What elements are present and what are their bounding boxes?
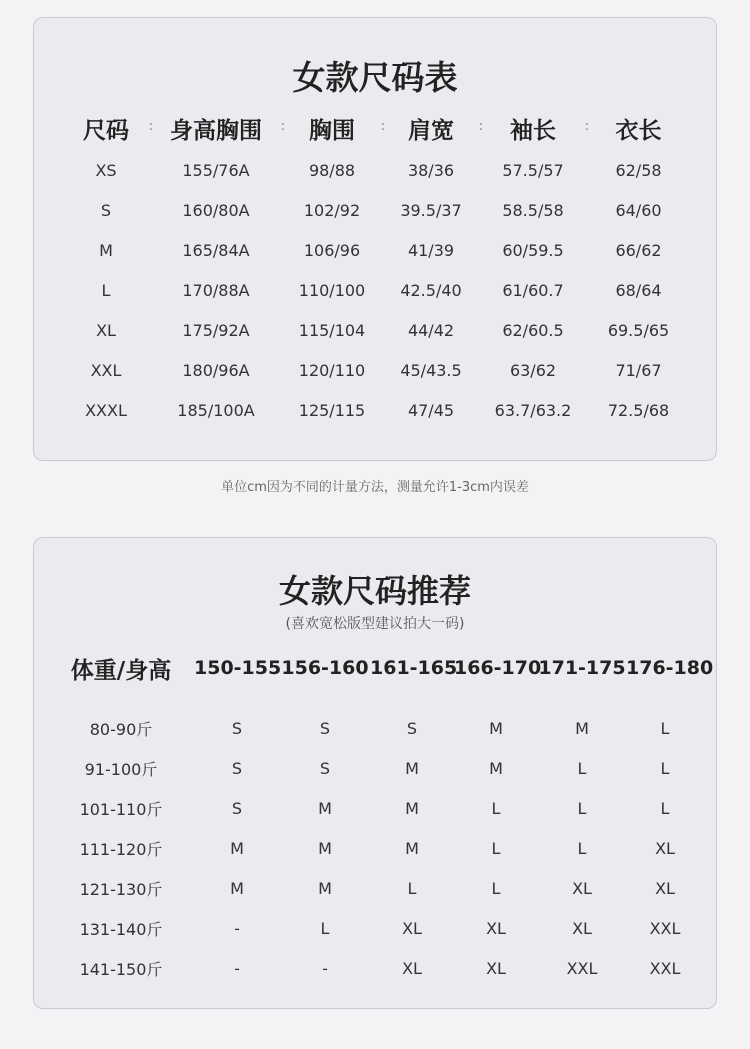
table-cell: XL	[402, 958, 422, 978]
header-shoulder: 肩宽 :	[382, 106, 480, 150]
row-label-cell: S	[100, 200, 112, 220]
table-cell: M	[230, 878, 244, 898]
size-chart-card	[33, 17, 717, 461]
table-cell: 155/76A	[182, 160, 250, 180]
recommendation-header-row	[48, 646, 704, 690]
header-height-range: 171-175	[538, 657, 626, 679]
table-cell: L	[491, 798, 501, 818]
spacer-row	[48, 690, 704, 708]
table-cell: 115/104	[298, 320, 366, 340]
recommendation-table	[48, 646, 714, 988]
table-cell: XL	[402, 918, 422, 938]
table-cell: L	[660, 798, 670, 818]
header-height-range: 156-160	[281, 657, 369, 679]
table-cell: 58.5/58	[502, 200, 564, 220]
table-cell: 175/92A	[182, 320, 250, 340]
table-cell: 71/67	[615, 360, 662, 380]
table-cell: 57.5/57	[502, 160, 564, 180]
row-label-cell: 121-130斤	[79, 879, 163, 899]
header-height-bust: 身高胸围 :	[150, 106, 282, 150]
table-cell: S	[319, 718, 331, 738]
table-cell: 44/42	[407, 320, 455, 340]
table-cell: XL	[572, 918, 592, 938]
table-cell: 38/36	[407, 160, 455, 180]
table-cell: 42.5/40	[400, 280, 462, 300]
table-cell: 160/80A	[182, 200, 250, 220]
recommendation-row	[48, 868, 704, 908]
row-label-cell: 141-150斤	[79, 959, 163, 979]
table-cell: 61/60.7	[502, 280, 564, 300]
table-cell: M	[318, 838, 332, 858]
measurement-note: 单位cm因为不同的计量方法，测量允许1-3cm内误差	[221, 480, 529, 495]
table-cell: 63.7/63.2	[494, 400, 572, 420]
table-cell: S	[231, 758, 243, 778]
table-cell: 68/64	[615, 280, 662, 300]
table-cell: S	[319, 758, 331, 778]
recommendation-subtitle: (喜欢宽松版型建议拍大一码)	[285, 616, 465, 632]
table-cell: S	[406, 718, 418, 738]
table-cell: M	[230, 838, 244, 858]
header-height-range: 161-165	[370, 657, 458, 679]
table-cell: M	[489, 758, 503, 778]
row-label-cell: 91-100斤	[84, 759, 158, 779]
table-cell: 125/115	[298, 400, 366, 420]
size-chart-title: 女款尺码表	[292, 58, 458, 97]
recommendation-body	[48, 690, 704, 988]
table-cell: 62/58	[615, 160, 662, 180]
table-cell: XXL	[566, 958, 598, 978]
row-label-cell: L	[101, 280, 111, 300]
header-height-range: 166-170	[454, 657, 542, 679]
table-cell: M	[405, 758, 419, 778]
table-cell: L	[577, 758, 587, 778]
row-label-cell: 80-90斤	[89, 719, 153, 739]
table-cell: L	[577, 798, 587, 818]
table-cell: -	[234, 918, 240, 938]
table-cell: 102/92	[303, 200, 361, 220]
table-cell: XL	[486, 918, 506, 938]
size-chart-table	[62, 106, 691, 430]
table-cell: XL	[572, 878, 592, 898]
row-label-cell: 131-140斤	[79, 919, 163, 939]
table-cell: L	[491, 878, 501, 898]
header-size: 尺码 :	[62, 106, 150, 150]
row-label-cell: M	[99, 240, 113, 260]
table-cell: L	[491, 838, 501, 858]
table-cell: 62/60.5	[502, 320, 564, 340]
size-chart-body	[62, 150, 691, 430]
row-label-cell: 101-110斤	[79, 799, 163, 819]
spacer-cell	[48, 690, 704, 708]
size-chart-row	[62, 390, 691, 430]
table-cell: -	[322, 958, 328, 978]
table-cell: 185/100A	[177, 400, 255, 420]
table-cell: 165/84A	[182, 240, 250, 260]
table-cell: 72.5/68	[607, 400, 670, 420]
size-chart-row	[62, 190, 691, 230]
table-cell: 180/96A	[182, 360, 250, 380]
header-height-range: 176-180	[626, 657, 714, 679]
size-chart-row	[62, 230, 691, 270]
table-cell: 69.5/65	[607, 320, 670, 340]
table-cell: XL	[486, 958, 506, 978]
recommendation-title: 女款尺码推荐	[278, 572, 471, 610]
header-sleeve: 袖长 :	[480, 106, 586, 150]
table-cell: 98/88	[308, 160, 356, 180]
recommendation-row	[48, 908, 704, 948]
table-cell: L	[660, 758, 670, 778]
table-cell: 63/62	[509, 360, 557, 380]
table-cell: 47/45	[407, 400, 455, 420]
recommendation-row	[48, 828, 704, 868]
size-chart-row	[62, 350, 691, 390]
row-label-cell: XL	[96, 320, 116, 340]
table-cell: 170/88A	[182, 280, 250, 300]
table-cell: XL	[655, 838, 675, 858]
table-cell: L	[320, 918, 330, 938]
recommendation-row	[48, 748, 704, 788]
recommendation-row	[48, 788, 704, 828]
table-cell: M	[575, 718, 589, 738]
row-label-cell: XXXL	[85, 400, 127, 420]
table-cell: 60/59.5	[502, 240, 564, 260]
table-cell: M	[489, 718, 503, 738]
table-cell: L	[660, 718, 670, 738]
size-chart-row	[62, 150, 691, 190]
row-label-cell: XXL	[90, 360, 122, 380]
recommendation-row	[48, 948, 704, 988]
table-cell: XXL	[649, 958, 681, 978]
table-cell: 41/39	[407, 240, 455, 260]
table-cell: XL	[655, 878, 675, 898]
table-cell: M	[405, 838, 419, 858]
header-height-range: 150-155	[194, 657, 282, 679]
size-chart-header-row	[62, 106, 691, 150]
table-cell: S	[231, 718, 243, 738]
table-cell: -	[234, 958, 240, 978]
table-cell: M	[405, 798, 419, 818]
recommendation-row	[48, 708, 704, 748]
size-recommendation-card	[33, 537, 717, 1009]
table-cell: S	[231, 798, 243, 818]
header-weight-height: 体重/身高	[70, 657, 172, 684]
table-cell: 39.5/37	[400, 200, 462, 220]
table-cell: XXL	[649, 918, 681, 938]
table-cell: 66/62	[615, 240, 662, 260]
table-cell: 45/43.5	[400, 360, 462, 380]
table-cell: 120/110	[298, 360, 366, 380]
table-cell: 110/100	[298, 280, 366, 300]
table-cell: M	[318, 878, 332, 898]
table-cell: 106/96	[303, 240, 361, 260]
header-bust: 胸围 :	[282, 106, 382, 150]
row-label-cell: XS	[95, 160, 117, 180]
table-cell: 64/60	[615, 200, 662, 220]
row-label-cell: 111-120斤	[79, 839, 163, 859]
table-cell: M	[318, 798, 332, 818]
size-chart-row	[62, 270, 691, 310]
size-chart-row	[62, 310, 691, 350]
table-cell: L	[407, 878, 417, 898]
header-length: 衣长	[615, 117, 662, 144]
table-cell: L	[577, 838, 587, 858]
